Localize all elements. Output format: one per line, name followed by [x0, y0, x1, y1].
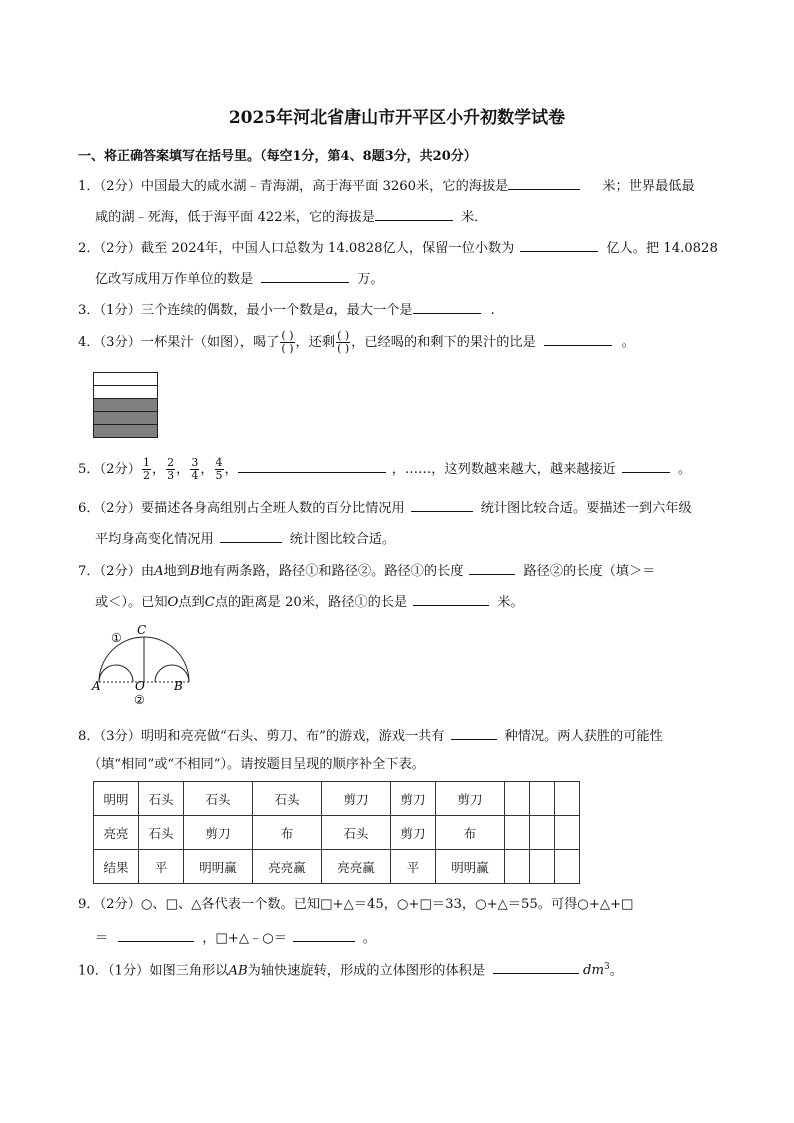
- empty-cell[interactable]: [555, 782, 580, 816]
- label-c: C: [137, 623, 147, 637]
- q4-fraction-drunk[interactable]: $\frac{( )}{( )}$: [281, 329, 294, 355]
- q4-text-c: ，已经喝的和剩下的果汁的比是: [351, 335, 536, 350]
- q2-text-a: 2．（2分）截至 2024年，中国人口总数为 14.0828亿人，保留一位小数为: [78, 241, 515, 256]
- q2-text-c: 亿改写成用万作单位的数是: [95, 272, 254, 287]
- q6-text-b: 统计图比较合适。要描述一到六年级: [480, 501, 692, 516]
- cup-filled-3: [94, 425, 158, 438]
- question-10: 10．（1分）如图三角形以AB为轴快速旋转，形成的立体图形的体积是 $dm^3$。: [78, 958, 623, 980]
- q5-blank-2[interactable]: [622, 458, 670, 473]
- path-diagram: [92, 622, 192, 706]
- empty-cell[interactable]: [555, 816, 580, 850]
- q3-text-a: 3．（1分）三个连续的偶数，最小一个数是: [78, 303, 326, 318]
- label-b: B: [174, 679, 183, 693]
- table-row: 明明 石头 石头 石头 剪刀 剪刀 剪刀: [94, 782, 580, 816]
- q4-text-a: 4．（3分）一杯果汁（如图），喝了: [78, 335, 280, 350]
- question-3: [78, 299, 495, 320]
- q5-fraction-4: $\frac{4}{5}$: [215, 456, 223, 482]
- section-heading: 一、将正确答案填写在括号里。（每空1分，第4、8题3分，共20分）: [78, 149, 477, 164]
- question-7-line-1: 7．（2分）由A地到B地有两条路，路径①和路径②。路径①的长度 路径②的长度（填＞＝: [78, 560, 655, 581]
- question-5: 5．（2分） $\frac{1}{2}$ ， $\frac{2}{3}$ ， $\frac{3}{4}$ ， $\frac{4}{5}$ ， ，……，这列数越来越大，越来越接近 。: [78, 456, 692, 482]
- question-2-line-2: [95, 268, 384, 289]
- q1-text-d: 米．: [460, 210, 488, 225]
- q3-var-a: a: [325, 303, 334, 318]
- question-8-line-2: （填“相同”或“不相同”）。请按题目呈现的顺序补全下表。: [88, 757, 425, 772]
- q1-text-a: 1．（2分）中国最大的咸水湖﹣青海湖，高于海平面 3260米，它的海拔是: [78, 179, 509, 194]
- cup-empty-2: [94, 386, 158, 399]
- question-6-line-1: [78, 497, 692, 518]
- q4-text-b: ，还剩: [295, 335, 336, 350]
- q8-blank-1[interactable]: [451, 725, 497, 740]
- q6-blank-1[interactable]: [411, 497, 473, 512]
- label-a: A: [92, 679, 101, 693]
- empty-cell[interactable]: [530, 816, 555, 850]
- q5-blank-1[interactable]: [238, 458, 386, 473]
- q6-text-a: 6．（2分）要描述各身高组别占全班人数的百分比情况用: [78, 501, 405, 516]
- q4-fraction-left[interactable]: $\frac{( )}{( )}$: [337, 329, 350, 355]
- q5-fraction-2: $\frac{2}{3}$: [167, 456, 175, 482]
- question-8-line-1: 8．（3分）明明和亮亮做“石头、剪刀、布”的游戏，游戏一共有 种情况。两人获胜的可能性: [78, 725, 663, 746]
- question-1-line-1: [78, 175, 695, 196]
- empty-cell[interactable]: [505, 850, 530, 884]
- q5-fraction-3: $\frac{3}{4}$: [191, 456, 199, 482]
- label-2: ②: [134, 693, 145, 707]
- label-o: O: [135, 679, 145, 693]
- q4-text-d: 。: [621, 335, 635, 350]
- question-9-line-1: 9．（2分）○、□、△各代表一个数。已知□+△＝45，○+□＝33，○+△＝55。可得○+△+□: [78, 897, 634, 912]
- q6-text-c: 平均身高变化情况用: [95, 532, 214, 547]
- label-1: ①: [111, 631, 122, 645]
- question-9-line-2: ＝ ，□+△﹣○＝ 。: [95, 927, 376, 948]
- q5-text-c: 。: [677, 462, 692, 477]
- q10-blank[interactable]: [493, 959, 579, 974]
- q6-blank-2[interactable]: [220, 528, 282, 543]
- empty-cell[interactable]: [555, 850, 580, 884]
- empty-cell[interactable]: [505, 816, 530, 850]
- q5-fraction-1: $\frac{1}{2}$: [142, 456, 150, 482]
- table-row: 亮亮 石头 剪刀 布 石头 剪刀 布: [94, 816, 580, 850]
- empty-cell[interactable]: [530, 850, 555, 884]
- q2-blank-1[interactable]: [520, 237, 598, 252]
- q7-blank-2[interactable]: [413, 591, 489, 606]
- q1-text-b: 米；世界最低最: [602, 179, 695, 194]
- q3-text-c: .: [490, 303, 495, 318]
- cup-empty-1: [94, 373, 158, 386]
- q5-text-a: 5．（2分）: [78, 462, 141, 477]
- q6-text-d: 统计图比较合适。: [289, 532, 396, 547]
- page-title: 2025年河北省唐山市开平区小升初数学试卷: [228, 108, 566, 128]
- q4-blank[interactable]: [544, 331, 612, 346]
- path-2-small-arc-left: [99, 665, 133, 682]
- question-4: [78, 330, 635, 355]
- game-table: [93, 781, 580, 884]
- question-1-line-2: [95, 206, 487, 227]
- q3-blank[interactable]: [413, 299, 481, 314]
- q9-blank-2[interactable]: [293, 927, 355, 942]
- q1-blank-1[interactable]: [508, 175, 580, 190]
- question-6-line-2: [95, 528, 395, 549]
- path-2-small-arc-right: [155, 665, 189, 682]
- q1-blank-2[interactable]: [375, 206, 453, 221]
- table-row: 结果 平 明明赢 亮亮赢 亮亮赢 平 明明赢: [94, 850, 580, 884]
- q2-text-d: 万。: [357, 272, 384, 287]
- question-2-line-1: [78, 237, 718, 258]
- q1-text-c: 咸的湖﹣死海，低于海平面 422米，它的海拔是: [95, 210, 375, 225]
- q3-text-b: ，最大一个是: [333, 303, 413, 318]
- question-7-line-2: 或＜）。已知O点到C点的距离是 20米，路径①的长是 米。: [95, 591, 524, 612]
- cup-filled-1: [94, 399, 158, 412]
- juice-cup-figure: [93, 372, 159, 440]
- cup-filled-2: [94, 412, 158, 425]
- empty-cell[interactable]: [530, 782, 555, 816]
- q2-blank-2[interactable]: [261, 268, 349, 283]
- empty-cell[interactable]: [505, 782, 530, 816]
- q7-blank-1[interactable]: [469, 560, 515, 575]
- q2-text-b: 亿人。把 14.0828: [606, 241, 718, 256]
- q5-text-b: ，……，这列数越来越大，越来越接近: [391, 462, 616, 477]
- q9-blank-1[interactable]: [118, 927, 194, 942]
